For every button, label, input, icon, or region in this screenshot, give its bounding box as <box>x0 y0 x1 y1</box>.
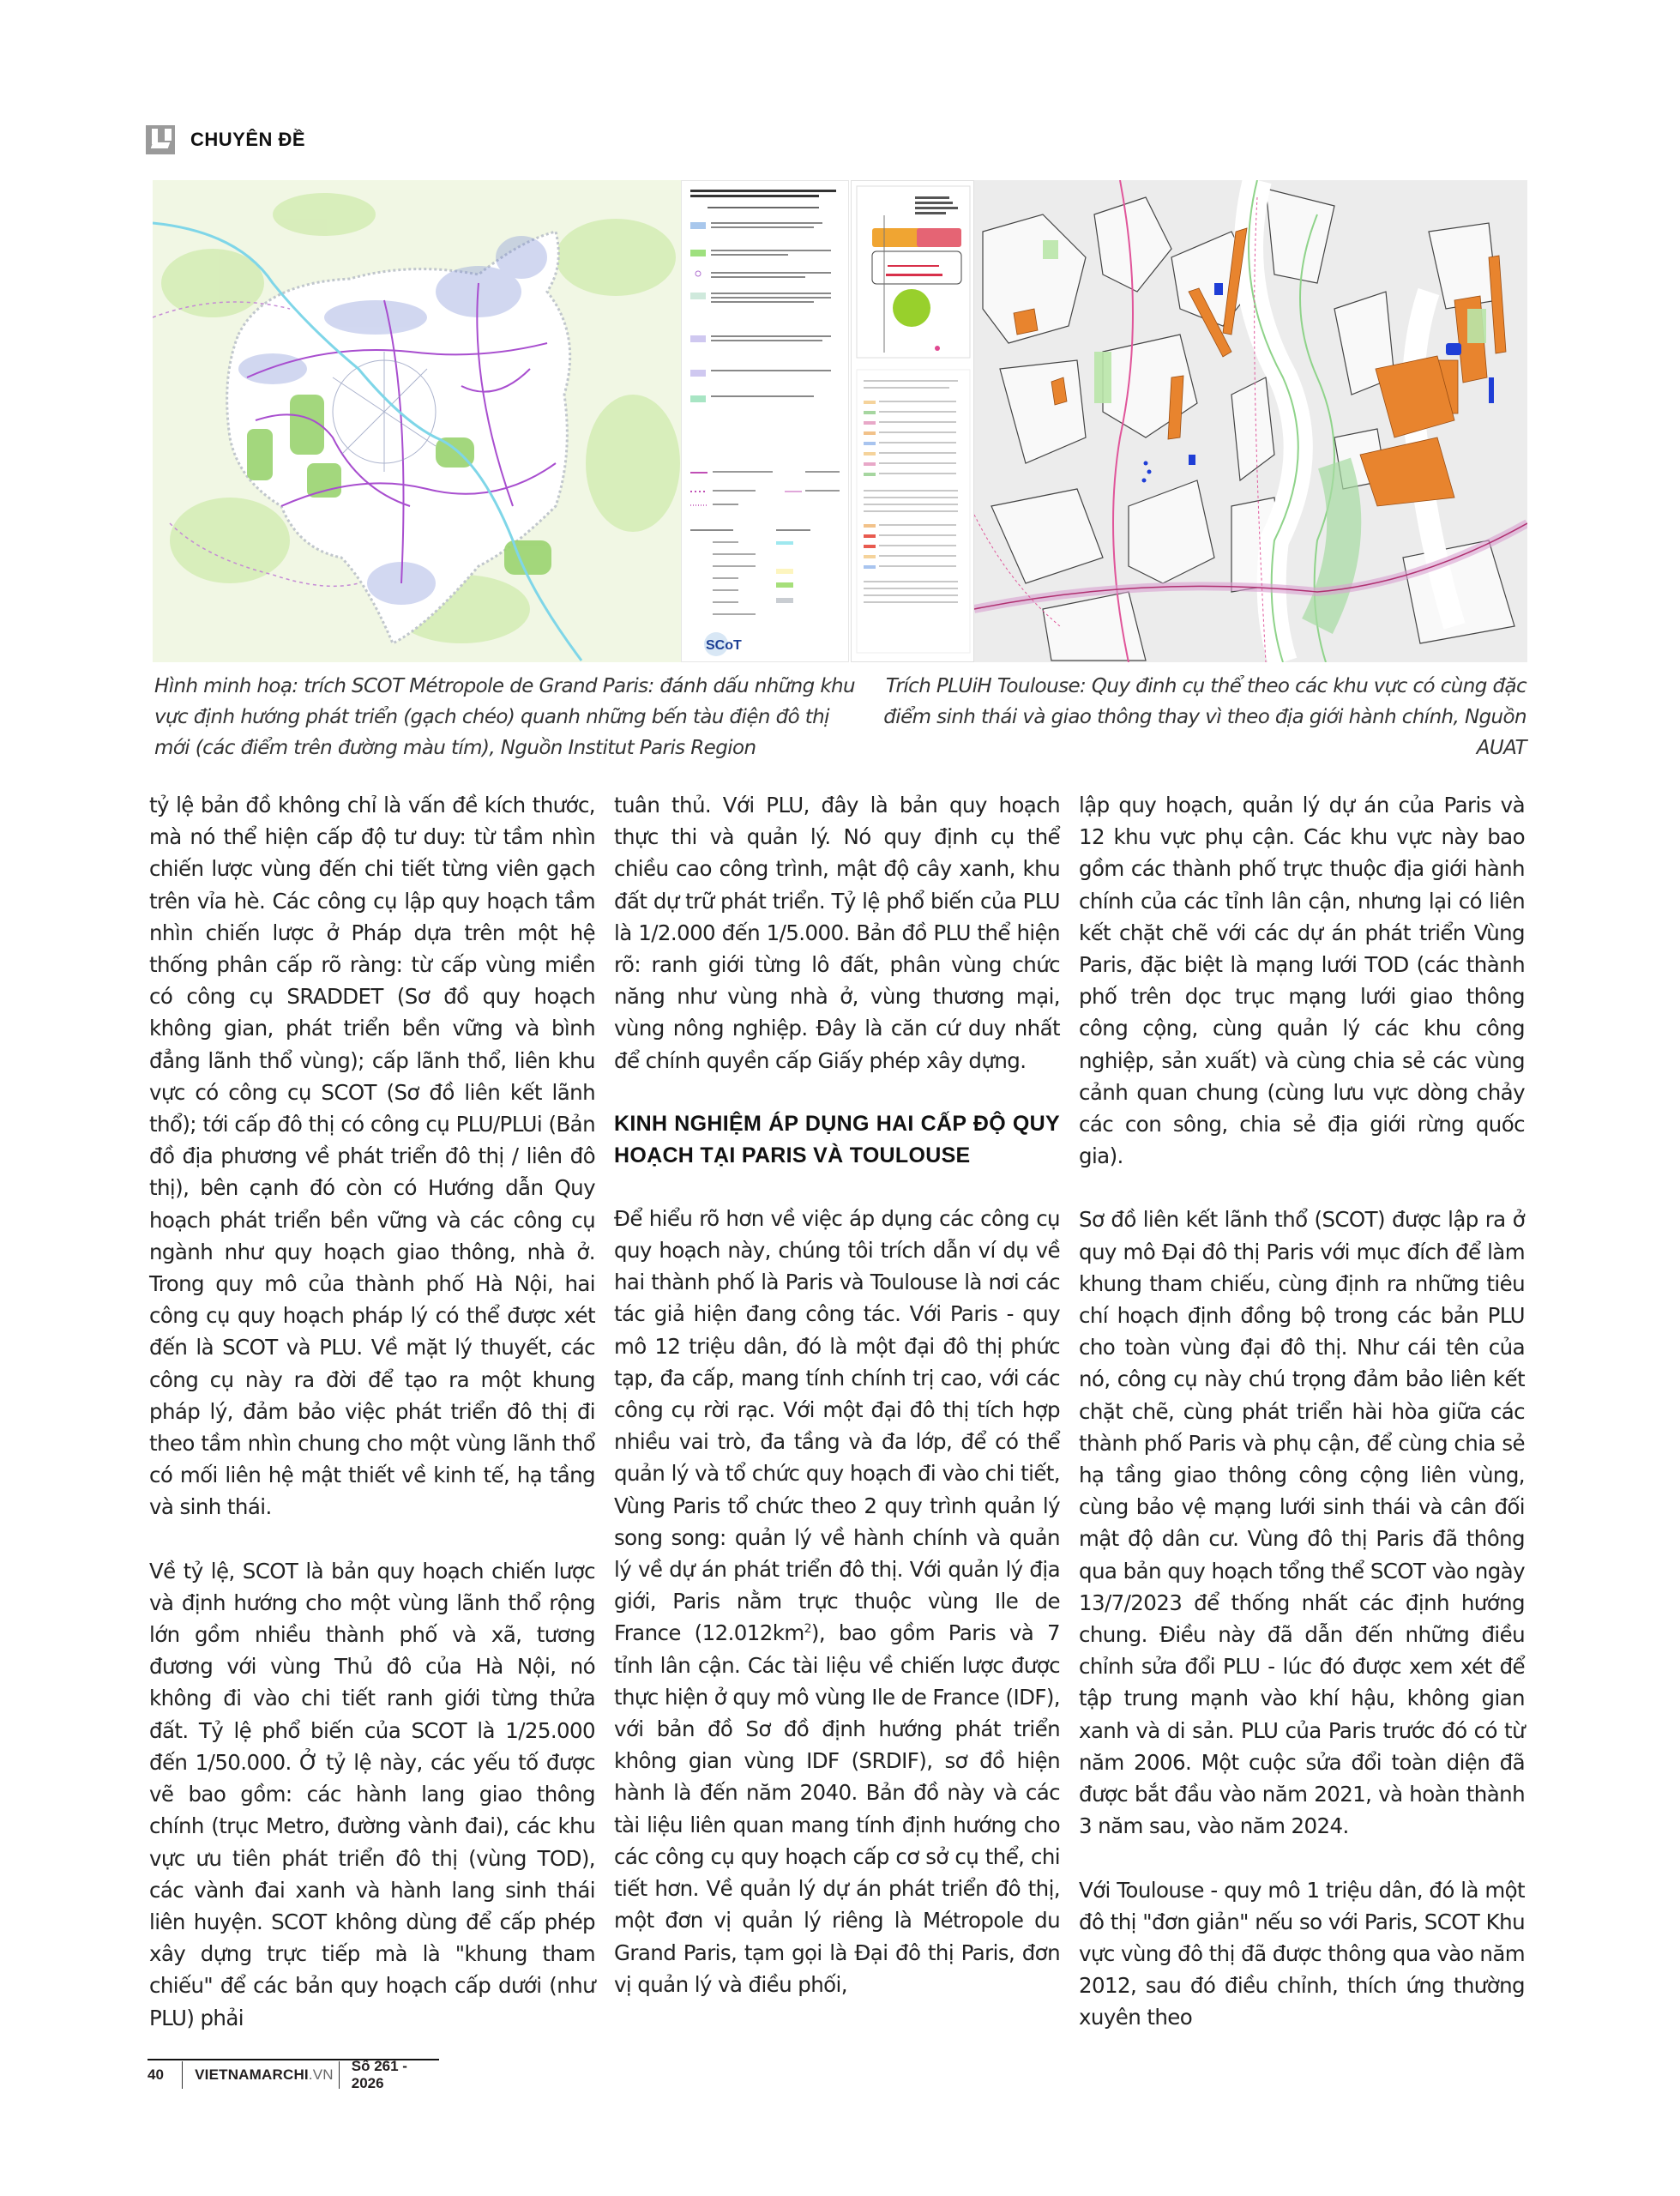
article-column-2 <box>614 789 1060 2032</box>
plui-cover-graphic <box>852 181 974 662</box>
toulouse-plui-cover <box>851 180 974 662</box>
paragraph: lập quy hoạch, quản lý dự án của Paris và 12 khu vực phụ cận. Các khu vực này bao gồm các thành phố trực thuộc địa giới hành chính của các tỉnh lân cận, nhưng lại có liên kết chặt chẽ với các dự án phát triển Vùng Paris, đặc biệt là mạng lưới TOD (các thành phố trên dọc trục mạng lưới giao thông công cộng, cùng quản lý các khu công nghiệp, sản xuất) và cùng chia sẻ các vùng cảnh quan chung (cùng lưu vực dòng chảy các con sông, chia sẻ địa giới rừng quốc gia). <box>1079 793 1525 1169</box>
issue-number: Số 261 - 2026 <box>351 2058 407 2091</box>
paris-scot-map <box>153 180 684 662</box>
section-label: CHUYÊN ĐỀ <box>190 129 306 150</box>
figure-caption-paris: Hình minh hoạ: trích SCOT Métropole de Grand Paris: đánh dấu những khu vực định hướng phát triển (gạch chéo) quanh những bến tàu điện đô thị mới (các điểm trên đường màu tím), Nguồn Institut Paris Region <box>154 675 856 759</box>
paragraph: Với Toulouse - quy mô 1 triệu dân, đó là một đô thị "đơn giản" nếu so với Paris, SCOT Khu vực vùng đô thị đã được thông qua vào năm 2012, sau đó điều chỉnh, thích ứng thường xuyên theo <box>1079 1877 1525 2030</box>
page-footer <box>148 2059 439 2090</box>
article-column-3 <box>1079 789 1525 2066</box>
page-header <box>146 127 305 153</box>
toulouse-pluih-map <box>974 180 1527 662</box>
toulouse-map-graphic <box>974 180 1527 662</box>
site-name: VIETNAMARCHI.VN <box>195 2066 334 2083</box>
paris-map-legend <box>681 180 849 662</box>
figure-caption-toulouse: Trích PLUiH Toulouse: Quy đinh cụ thể theo các khu vực có cùng đặc điểm sinh thái và giao thông thay vì theo địa giới hành chính, Nguồn AUAT <box>883 675 1526 759</box>
paragraph: Để hiểu rõ hơn về việc áp dụng các công cụ quy hoạch này, chúng tôi trích dẫn ví dụ về hai thành phố là Paris và Toulouse là nơi các tác giả hiện đang công tác. Với Paris - quy mô 12 triệu dân, đó là một đại đô thị phức tạp, đa cấp, mang tính chính trị cao, với các công cụ rời rạc. Với một đại đô thị tích hợp nhiều vai trò, đa tầng và đa lớp, để có thể quản lý và tổ chức quy hoạch đi vào chi tiết, Vùng Paris tổ chức theo 2 quy trình quản lý song song: quản lý về hành chính và quản lý về dự án phát triển đô thị. Với quản lý địa giới, Paris nằm trực thuộc vùng Ile de France $(12.012km^2)$, bao gồm Paris và 7 tỉnh lân cận. Các tài liệu về chiến lược được thực hiện ở quy mô vùng Ile de France (IDF), với bản đồ Sơ đồ định hướng phát triển không gian vùng IDF (SRDIF), sơ đồ hiện hành là đến năm 2040. Bản đồ này và các tài liệu liên quan mang tính định hướng cho các công cụ quy hoạch cấp cơ sở cụ thể, chi tiết hơn. Về quản lý dự án phát triển đô thị, một đơn vị quản lý riêng là Métropole du Grand Paris, tạm gọi là Đại đô thị Paris, đơn vị quản lý và điều phối, <box>614 1205 1060 1997</box>
legend-graphic <box>682 181 849 662</box>
paris-map-graphic <box>153 180 684 662</box>
section-heading: KINH NGHIỆM ÁP DỤNG HAI CẤP ĐỘ QUY HOẠCH TẠI PARIS VÀ TOULOUSE <box>614 1111 1060 1167</box>
article-column-1 <box>149 789 595 2066</box>
footer-separator <box>339 2061 340 2089</box>
scot-brand-text: SCoT <box>706 638 742 653</box>
page-number: 40 <box>148 2066 164 2083</box>
footer-separator <box>182 2061 183 2089</box>
kts-logo-icon <box>146 125 175 154</box>
paragraph: tỷ lệ bản đồ không chỉ là vấn đề kích thước, mà nó thể hiện cấp độ tư duy: từ tầm nhìn chiến lược vùng đến chi tiết từng viên gạch trên vỉa hè. Các công cụ lập quy hoạch tầm nhìn chiến lược ở Pháp dựa trên một hệ thống phân cấp rõ ràng: từ cấp vùng miền có công cụ SRADDET (Sơ đồ quy hoạch không gian, phát triển bền vững và bình đẳng lãnh thổ vùng); cấp lãnh thổ, liên khu vực có công cụ SCOT (Sơ đồ liên kết lãnh thổ); tới cấp đô thị có công cụ PLU/PLUi (Bản đồ địa phương về phát triển đô thị / liên đô thị), bên cạnh đó còn có Hướng dẫn Quy hoạch phát triển bền vững và các công cụ ngành như quy hoạch giao thông, nhà ở. Trong quy mô của thành phố Hà Nội, hai công cụ quy hoạch pháp lý có thể được xét đến là SCOT và PLU. Về mặt lý thuyết, các công cụ này ra đời để tạo ra một khung pháp lý, đảm bảo việc phát triển đô thị đi theo tầm nhìn chung cho một vùng lãnh thổ có mối liên hệ mật thiết về kinh tế, hạ tầng và sinh thái. <box>149 793 595 1520</box>
paragraph: tuân thủ. Với PLU, đây là bản quy hoạch thực thi và quản lý. Nó quy định cụ thể chiều cao công trình, mật độ cây xanh, khu đất dự trữ phát triển. Tỷ lệ phổ biến của PLU là 1/2.000 đến 1/5.000. Bản đồ PLU thể hiện rõ: ranh giới từng lô đất, phân vùng chức năng như vùng nhà ở, vùng thương mại, vùng nông nghiệp. Đây là căn cứ duy nhất để chính quyền cấp Giấy phép xây dựng. <box>614 793 1060 1073</box>
figure-row <box>153 180 1527 662</box>
paragraph: Sơ đồ liên kết lãnh thổ (SCOT) được lập ra ở quy mô Đại đô thị Paris với mục đích để làm khung tham chiếu, cùng định ra những tiêu chí hoạch định đồng bộ trong các bản PLU cho toàn vùng đại đô thị. Như cái tên của nó, công cụ này chú trọng đảm bảo liên kết chặt chẽ, cùng phát triển hài hòa giữa các thành phố Paris và phụ cận, để cùng chia sẻ hạ tầng giao thông công cộng liên vùng, cùng bảo vệ mạng lưới sinh thái và cân đối mật độ dân cư. Vùng đô thị Paris đã thông qua bản quy hoạch tổng thể SCOT vào ngày 13/7/2023 để thống nhất các định hướng chung. Điều này đã dẫn đến những điều chỉnh sửa đổi PLU - lúc đó được xem xét để tập trung mạnh vào khí hậu, không gian xanh và di sản. PLU của Paris trước đó có từ năm 2006. Một cuộc sửa đổi toàn diện đã được bắt đầu vào năm 2021, và hoàn thành 3 năm sau, vào năm 2024. <box>1079 1207 1525 1839</box>
paragraph: Về tỷ lệ, SCOT là bản quy hoạch chiến lược và định hướng cho một vùng lãnh thổ rộng lớn gồm nhiều thành phố và xã, tương đương với vùng Thủ đô của Hà Nội, nó không đi vào chi tiết ranh giới từng thửa đất. Tỷ lệ phổ biến của SCOT là 1/25.000 đến 1/50.000. Ở tỷ lệ này, các yếu tố được vẽ bao gồm: các hành lang giao thông chính (trục Metro, đường vành đai), các khu vực ưu tiên phát triển đô thị (vùng TOD), các vành đai xanh và hành lang sinh thái liên huyện. SCOT không dùng để cấp phép xây dựng trực tiếp mà là "khung tham chiếu" để các bản quy hoạch cấp dưới (như PLU) phải <box>149 1558 595 2030</box>
